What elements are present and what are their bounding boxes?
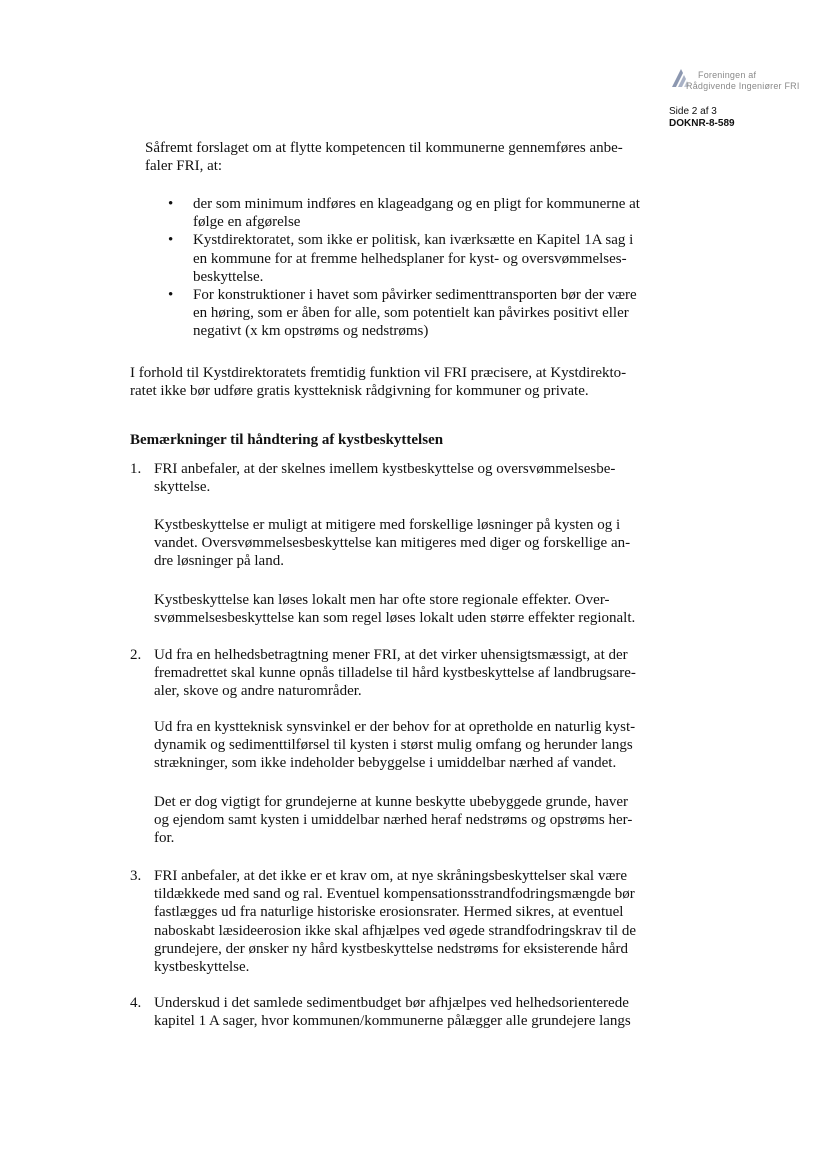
bullet-item (168, 195, 678, 231)
intro-line: Såfremt forslaget om at flytte kompetencen til kommunerne gennemføres anbe- (145, 140, 623, 156)
numbered-item (154, 994, 674, 1030)
item-line: svømmelsesbeskyttelse kan som regel løses lokalt uden større effekter regionalt. (154, 610, 636, 627)
item-line: FRI anbefaler, at der skelnes imellem kystbeskyttelse og oversvømmelsesbe- (154, 461, 616, 477)
kystdirektorat-paragraph (130, 364, 675, 400)
bullet-line: der som minimum indføres en klageadgang og en pligt for kommunerne at (193, 196, 640, 212)
bullet-line: For konstruktioner i havet som påvirker sedimenttransporten bør der være (193, 287, 637, 304)
item-paragraph (154, 793, 674, 848)
page-label: Side 2 af 3 (669, 106, 717, 117)
item-number: 2. (130, 647, 142, 663)
recommendation-bullet-list (168, 195, 678, 341)
numbered-item (154, 867, 674, 976)
section-heading: Bemærkninger til håndtering af kystbeskyttelsen (130, 432, 444, 448)
bullet-item (168, 286, 678, 341)
item-paragraph (154, 591, 674, 627)
item-line: strækninger, som ikke indeholder bebyggelse i umiddelbar nærhed af vandet. (154, 755, 617, 772)
item-line: Kystbeskyttelse kan løses lokalt men har ofte store regionale effekter. Over- (154, 592, 610, 608)
item-line: Ud fra en kystteknisk synsvinkel er der behov for at opretholde en naturlig kyst- (154, 719, 636, 735)
item-number: 4. (130, 995, 142, 1011)
item-line: Ud fra en helhedsbetragtning mener FRI, at det virker uhensigtsmæssigt, at der (154, 647, 628, 663)
bullet-line: Kystdirektoratet, som ikke er politisk, kan iværksætte en Kapitel 1A sag i (193, 232, 634, 249)
item-line: skyttelse. (154, 479, 211, 496)
item-line: fremadrettet skal kunne opnås tilladelse til hård kystbeskyttelse af landbrugsare- (154, 665, 636, 682)
logo-line-2: Rådgivende Ingeniører FRI (686, 80, 800, 91)
bullet-marker: • (168, 196, 174, 212)
document-number: DOKNR-8-589 (669, 118, 735, 129)
item-line: kystbeskyttelse. (154, 959, 250, 976)
item-line: kapitel 1 A sager, hvor kommunen/kommunerne pålægger alle grundejere langs (154, 1013, 631, 1030)
item-number: 3. (130, 868, 142, 884)
item-line: tildækkede med sand og ral. Eventuel kompensationsstrandfodringsmængde bør (154, 886, 635, 903)
item-line: fastlægges ud fra naturlige historiske erosionsrater. Hermed sikres, at eventuel (154, 904, 624, 921)
item-line: og ejendom samt kysten i umiddelbar nærhed heraf nedstrøms og opstrøms her- (154, 812, 633, 829)
paragraph-line: ratet ikke bør udføre gratis kystteknisk rådgivning for kommuner og private. (130, 383, 589, 400)
item-line: FRI anbefaler, at det ikke er et krav om, at nye skråningsbeskyttelser skal være (154, 868, 627, 884)
item-paragraph (154, 718, 674, 773)
item-line: aler, skove og andre naturområder. (154, 683, 362, 700)
bullet-line: en høring, som er åben for alle, som potentielt kan påvirkes positivt eller (193, 305, 629, 322)
item-line: Underskud i det samlede sedimentbudget bør afhjælpes ved helhedsorienterede (154, 995, 629, 1011)
item-line: Det er dog vigtigt for grundejerne at kunne beskytte ubebyggede grunde, haver (154, 794, 629, 810)
item-line: Kystbeskyttelse er muligt at mitigere med forskellige løsninger på kysten og i (154, 517, 621, 533)
intro-line: faler FRI, at: (145, 158, 223, 175)
bullet-line: beskyttelse. (193, 268, 264, 285)
logo-line-1: Foreningen af (698, 70, 757, 80)
item-line: dre løsninger på land. (154, 553, 284, 570)
bullet-item (168, 231, 678, 286)
document-meta (669, 106, 735, 130)
item-line: for. (154, 830, 175, 847)
fri-logo (672, 66, 812, 96)
item-line: dynamik og sedimenttilførsel til kysten i størst mulig omfang og herunder langs (154, 737, 633, 754)
item-line: grundejere, der ønsker ny hård kystbeskyttelse nedstrøms for eksisterende hård (154, 940, 629, 957)
numbered-item (154, 646, 674, 701)
bullet-line: negativt (x km opstrøms og nedstrøms) (193, 323, 429, 340)
intro-paragraph (145, 139, 675, 175)
bullet-marker: • (168, 232, 174, 249)
paragraph-line: I forhold til Kystdirektoratets fremtidig funktion vil FRI præcisere, at Kystdirekto- (130, 365, 627, 381)
item-number: 1. (130, 461, 142, 477)
bullet-marker: • (168, 287, 174, 304)
numbered-item (154, 460, 674, 496)
logo-text (684, 70, 800, 91)
item-line: naboskabt læsideerosion ikke skal afhjælpes ved øgede strandfodringskrav til de (154, 922, 636, 939)
bullet-line: en kommune for at fremme helhedsplaner for kyst- og oversvømmelses- (193, 250, 627, 267)
item-line: vandet. Oversvømmelsesbeskyttelse kan mitigeres med diger og forskellige an- (154, 535, 631, 552)
item-paragraph (154, 516, 674, 571)
bullet-line: følge en afgørelse (193, 214, 301, 231)
